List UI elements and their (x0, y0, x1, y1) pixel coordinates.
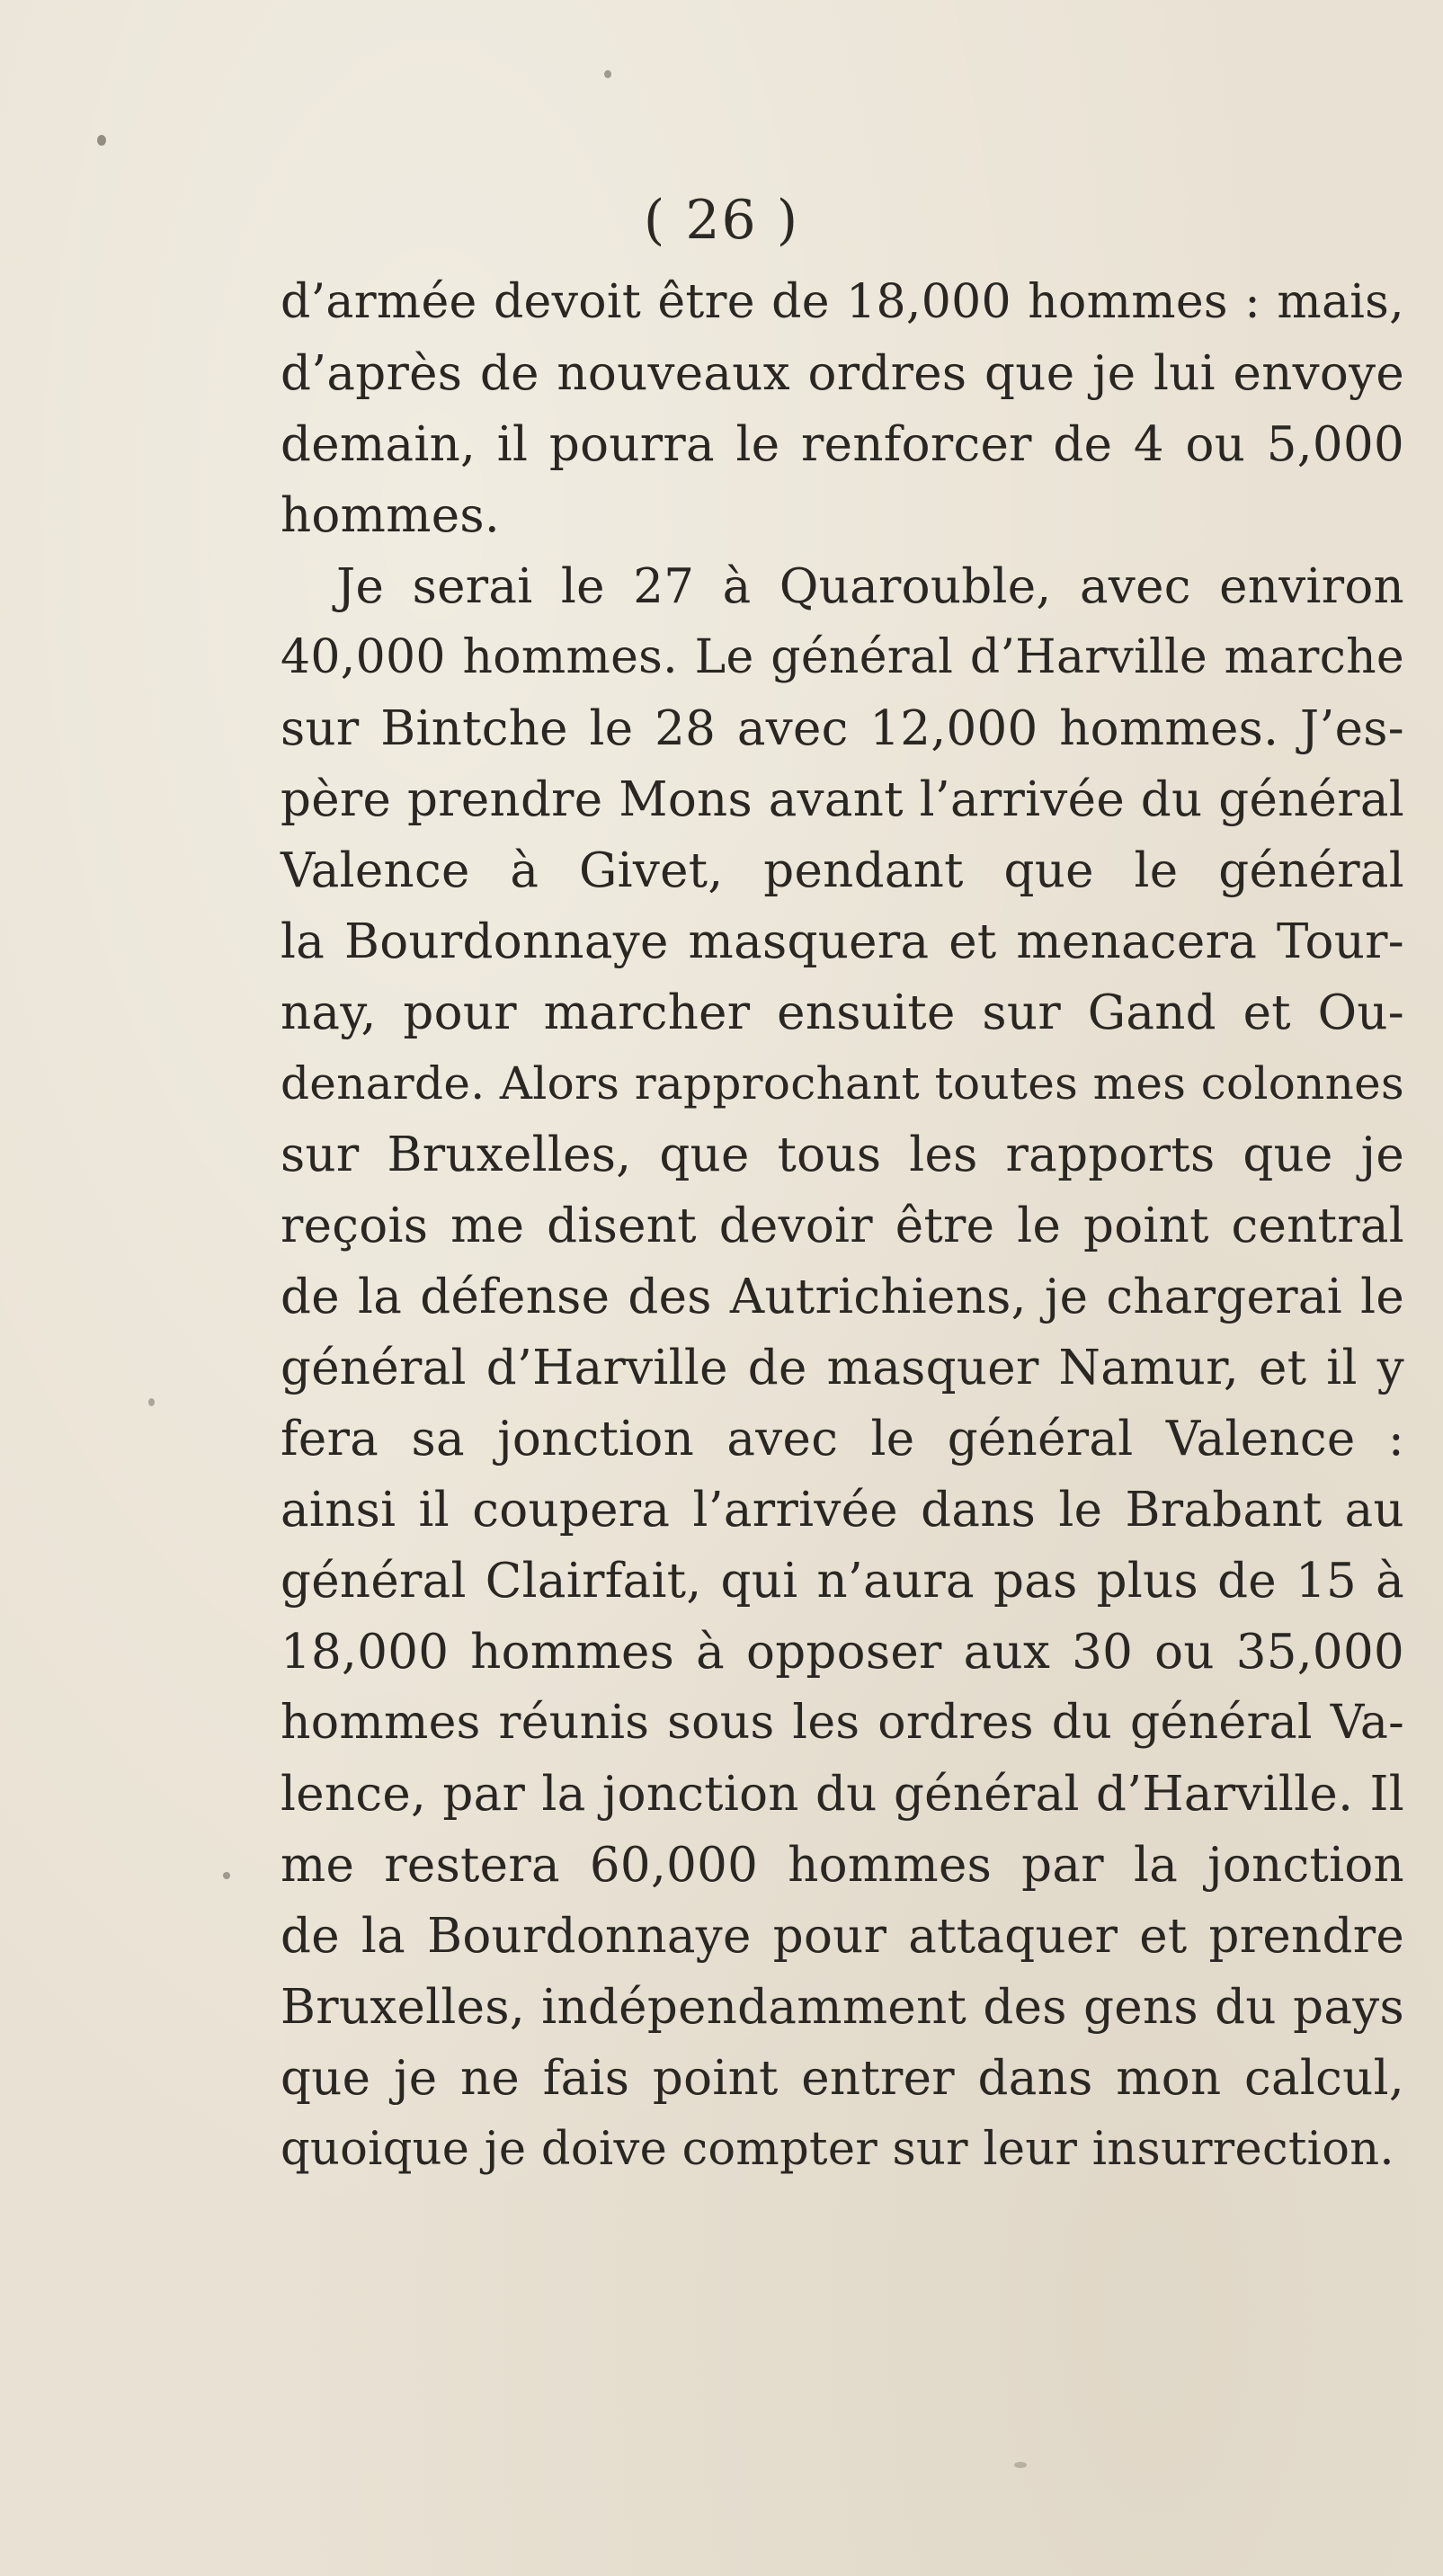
paper-speck (223, 1872, 230, 1879)
text-line: fera sa jonction avec le général Valence : (281, 1412, 1404, 1466)
text-line: lence, par la jonction du général d’Harville. Il (281, 1767, 1404, 1822)
text-line: ainsi il coupera l’arrivée dans le Brabant au (281, 1483, 1404, 1538)
paper-speck (1014, 2462, 1027, 2468)
paper-speck (148, 1398, 155, 1406)
text-line: que je ne fais point entrer dans mon calcul, (281, 2051, 1404, 2106)
text-line: général d’Harville de masquer Namur, et il y (281, 1341, 1404, 1395)
body-text (281, 267, 1404, 2185)
text-line: de la Bourdonnaye pour attaquer et prendre (281, 1909, 1404, 1964)
text-line: père prendre Mons avant l’arrivée du général (281, 772, 1404, 827)
paragraph-first-line: Je serai le 27 à Quarouble, avec environ (336, 559, 1404, 614)
text-line: me restera 60,000 hommes par la jonction (281, 1838, 1404, 1893)
text-line: nay, pour marcher ensuite sur Gand et Ou- (281, 985, 1404, 1040)
text-line: la Bourdonnaye masquera et menacera Tour- (281, 914, 1404, 969)
text-line: sur Bruxelles, que tous les rapports que je (281, 1128, 1404, 1182)
text-line: de la défense des Autrichiens, je chargerai le (281, 1270, 1404, 1324)
text-line: hommes. (281, 488, 501, 543)
text-line: général Clairfait, qui n’aura pas plus de 15 à (281, 1554, 1404, 1609)
text-line: denarde. Alors rapprochant toutes mes colonnes (281, 1057, 1404, 1110)
paper-speck (604, 70, 611, 78)
text-line: Valence à Givet, pendant que le général (281, 843, 1404, 898)
text-line: 40,000 hommes. Le général d’Harville marche (281, 630, 1404, 684)
text-line: Bruxelles, indépendamment des gens du pays (281, 1980, 1404, 2035)
text-line: demain, il pourra le renforcer de 4 ou 5,000 (281, 417, 1404, 472)
text-line: hommes réunis sous les ordres du général Va- (281, 1696, 1404, 1750)
text-line: sur Bintche le 28 avec 12,000 hommes. J’es- (281, 701, 1404, 756)
text-line: d’après de nouveaux ordres que je lui envoye (281, 346, 1404, 401)
text-line: reçois me disent devoir être le point central (281, 1199, 1404, 1253)
paper-speck (97, 135, 106, 146)
text-line: 18,000 hommes à opposer aux 30 ou 35,000 (281, 1625, 1404, 1680)
text-line: quoique je doive compter sur leur insurrection. (281, 2123, 1394, 2176)
page-number: ( 26 ) (643, 189, 800, 252)
text-line: d’armée devoit être de 18,000 hommes : mais, (281, 275, 1404, 329)
